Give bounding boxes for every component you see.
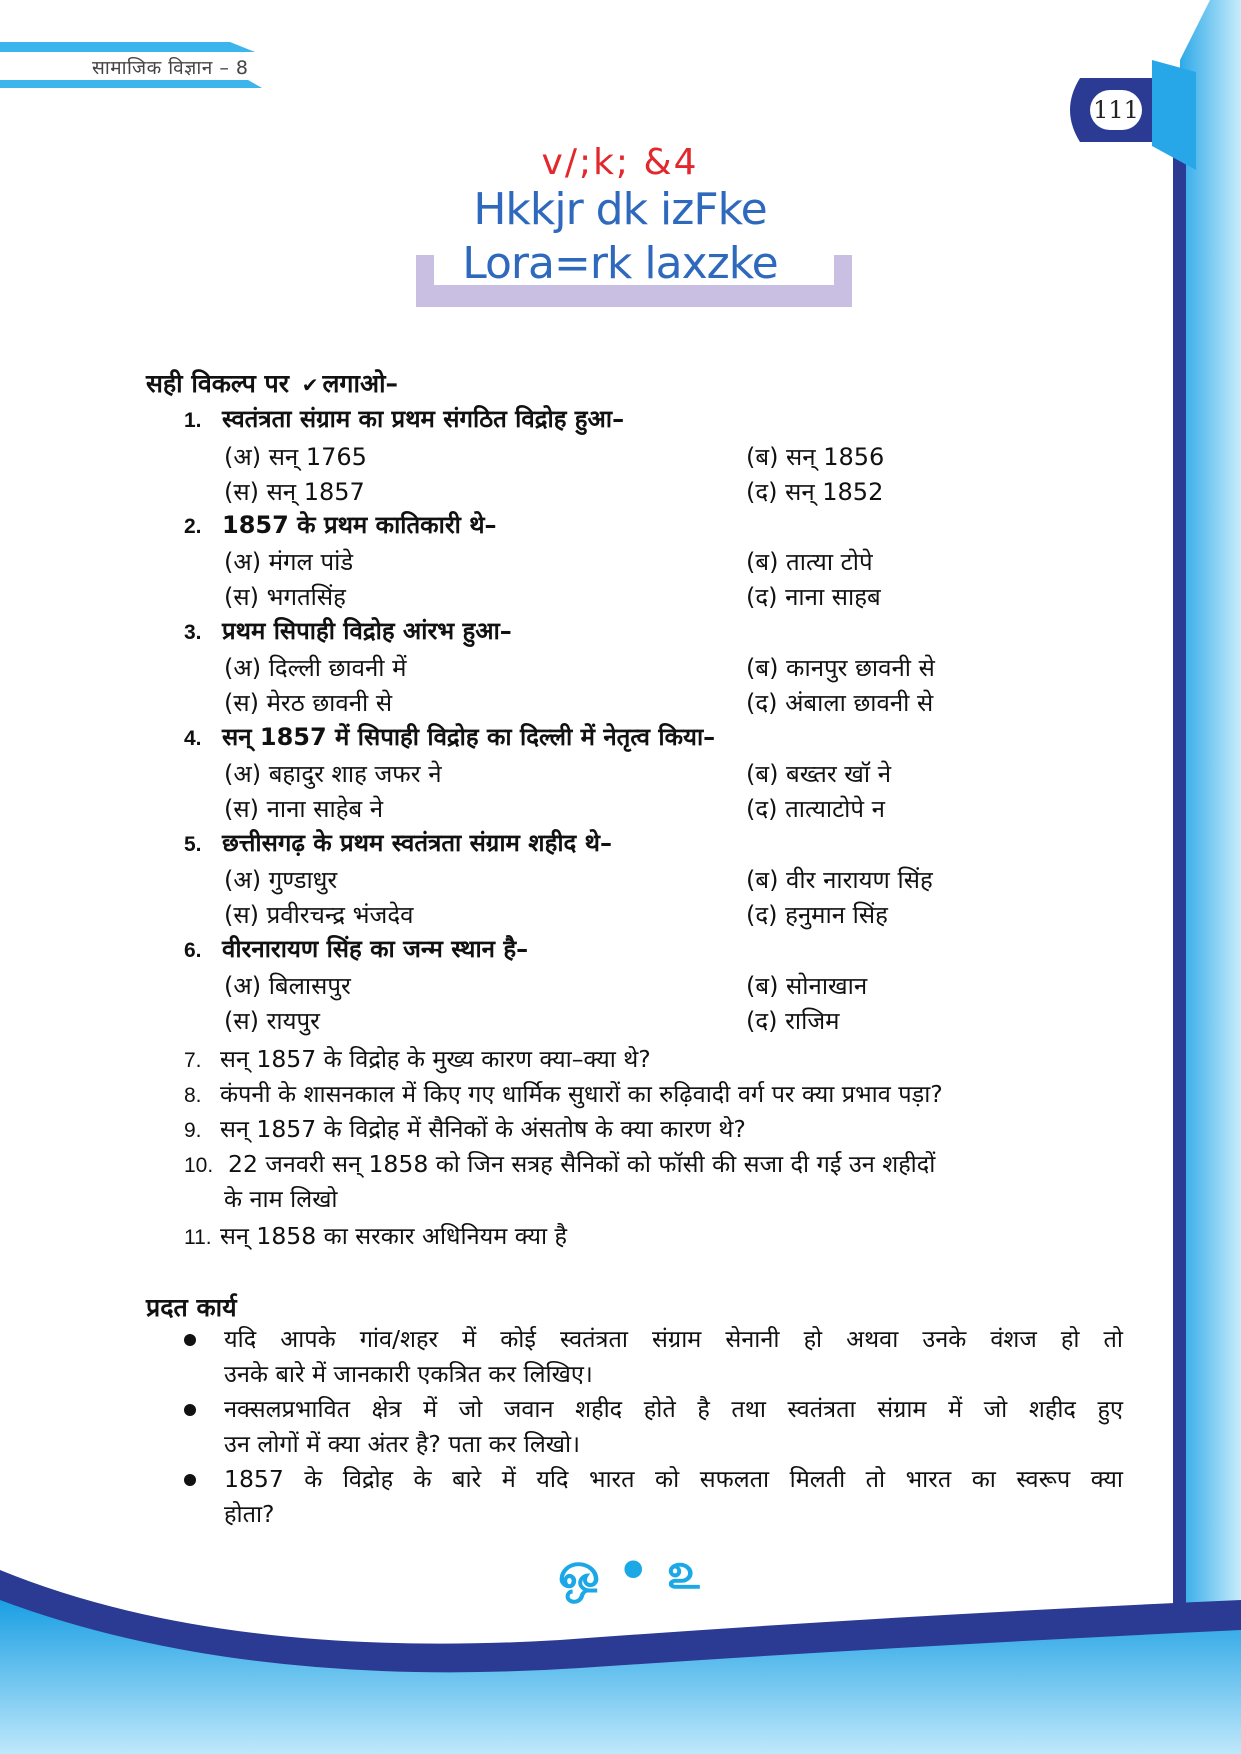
- q6-option-b: (ब) सोनाखान: [746, 972, 868, 1000]
- question-8: 8. कंपनी के शासनकाल में किए गए धार्मिक सुधारों का रुढ़िवादी वर्ग पर क्या प्रभाव पड़ा?: [184, 1080, 943, 1108]
- q1-option-a: (अ) सन् 1765: [224, 443, 367, 471]
- chapter-title-line1: Hkkjr dk izFke: [473, 184, 767, 235]
- chapter-title-line2: Lora=rk laxzke: [462, 238, 778, 289]
- question-10-continued: के नाम लिखो: [224, 1185, 338, 1213]
- question-2: 2. 1857 के प्रथम कातिकारी थे–: [184, 511, 497, 539]
- q1-option-c: (स) सन् 1857: [224, 478, 365, 506]
- mcq-heading-suffix: लगाओ–: [322, 369, 399, 398]
- q4-option-a: (अ) बहादुर शाह जफर ने: [224, 760, 442, 788]
- q4-option-d: (द) तात्याटोपे न: [746, 795, 885, 823]
- bullet-icon: [184, 1474, 196, 1486]
- mcq-heading-text: सही विकल्प पर: [146, 369, 289, 398]
- q3-option-c: (स) मेरठ छावनी से: [224, 689, 393, 717]
- question-9: 9. सन् 1857 के विद्रोह में सैनिकों के अंसतोष के क्या कारण थे?: [184, 1115, 746, 1143]
- q3-option-a: (अ) दिल्ली छावनी में: [224, 654, 407, 682]
- question-11: 11. सन् 1858 का सरकार अधिनियम क्या है: [184, 1222, 568, 1250]
- project-item-3-line2: होता?: [224, 1500, 275, 1528]
- q6-option-a: (अ) बिलासपुर: [224, 972, 351, 1000]
- q4-option-b: (ब) बख्तर खॉ ने: [746, 760, 892, 788]
- q5-option-a: (अ) गुण्डाधुर: [224, 866, 338, 894]
- chapter-label: v/;k; &4: [541, 142, 699, 183]
- page-number: 111: [1090, 90, 1142, 130]
- q2-option-d: (द) नाना साहब: [746, 583, 881, 611]
- q5-option-d: (द) हनुमान सिंह: [746, 901, 888, 929]
- bullet-icon: [184, 1334, 196, 1346]
- header-stripe-top: [0, 42, 255, 52]
- project-item-3-line1: 1857 के विद्रोह के बारे में यदि भारत को सफलता मिलती तो भारत का स्वरूप क्या: [224, 1465, 1123, 1493]
- subject-header: सामाजिक विज्ञान – 8: [92, 57, 249, 79]
- project-item-2-line1: नक्सलप्रभावित क्षेत्र में जो जवान शहीद होते है तथा स्वतंत्रता संग्राम में जो शहीद हुए: [224, 1395, 1123, 1423]
- question-7: 7. सन् 1857 के विद्रोह के मुख्य कारण क्या–क्या थे?: [184, 1045, 651, 1073]
- project-item-2-line2: उन लोगों में क्या अंतर है? पता कर लिखो।: [224, 1430, 580, 1458]
- page-tab-flag: [1152, 60, 1196, 170]
- question-5: 5. छत्तीसगढ़ के प्रथम स्वतंत्रता संग्राम शहीद थे–: [184, 829, 612, 857]
- q4-option-c: (स) नाना साहेब ने: [224, 795, 384, 823]
- footer-ornament: ஒ • ௨: [557, 1542, 703, 1600]
- q1-option-d: (द) सन् 1852: [746, 478, 884, 506]
- question-4: 4. सन् 1857 में सिपाही विद्रोह का दिल्ली में नेतृत्व किया–: [184, 723, 716, 751]
- q2-option-b: (ब) तात्या टोपे: [746, 548, 873, 576]
- header-stripe-bottom: [0, 80, 262, 88]
- question-6: 6. वीरनारायण सिंह का जन्म स्थान है–: [184, 935, 529, 963]
- project-heading: प्रदत कार्य: [146, 1293, 237, 1322]
- q2-option-c: (स) भगतसिंह: [224, 583, 346, 611]
- right-vertical-bar: [1173, 118, 1186, 1618]
- q1-option-b: (ब) सन् 1856: [746, 443, 885, 471]
- question-3: 3. प्रथम सिपाही विद्रोह आंरभ हुआ–: [184, 617, 512, 645]
- q6-option-d: (द) राजिम: [746, 1007, 840, 1035]
- right-panel: [1180, 0, 1241, 1754]
- q5-option-c: (स) प्रवीरचन्द्र भंजदेव: [224, 901, 414, 929]
- mcq-heading: [146, 366, 398, 400]
- check-icon: ✔: [301, 373, 319, 397]
- q3-option-d: (द) अंबाला छावनी से: [746, 689, 934, 717]
- q3-option-b: (ब) कानपुर छावनी से: [746, 654, 935, 682]
- q6-option-c: (स) रायपुर: [224, 1007, 320, 1035]
- bullet-icon: [184, 1404, 196, 1416]
- project-item-1-line1: यदि आपके गांव/शहर में कोई स्वतंत्रता संग्राम सेनानी हो अथवा उनके वंशज हो तो: [224, 1325, 1123, 1353]
- question-10: 10. 22 जनवरी सन् 1858 को जिन सत्रह सैनिकों को फॉसी की सजा दी गई उन शहीदों: [184, 1150, 936, 1178]
- q5-option-b: (ब) वीर नारायण सिंह: [746, 866, 933, 894]
- question-1: 1. स्वतंत्रता संग्राम का प्रथम संगठित विद्रोह हुआ–: [184, 405, 625, 433]
- q2-option-a: (अ) मंगल पांडे: [224, 548, 354, 576]
- project-item-1-line2: उनके बारे में जानकारी एकत्रित कर लिखिए।: [224, 1360, 593, 1388]
